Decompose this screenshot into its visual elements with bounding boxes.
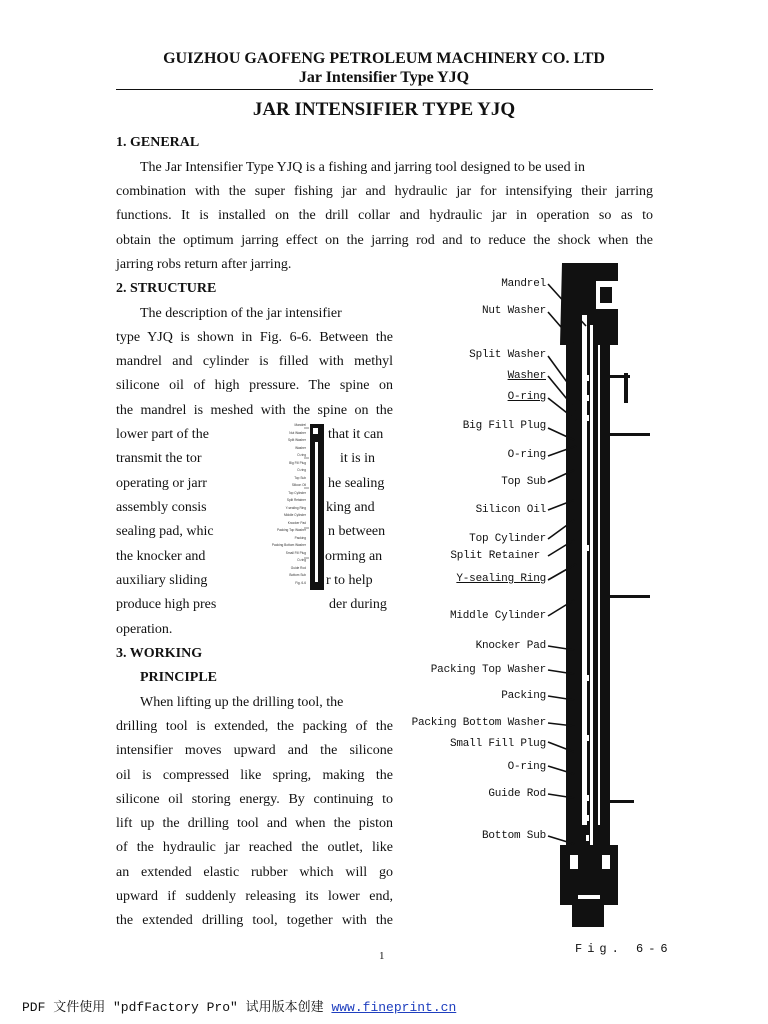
general-line: The Jar Intensifier Type YJQ is a fishing and jarring tool designed to be used in (140, 160, 585, 175)
working-line: silicone oil storing energy. By continuing to (116, 792, 393, 807)
section-working-heading-cont: PRINCIPLE (140, 670, 218, 685)
thumb-label: Packing (294, 535, 306, 540)
thumb-label: Top Sub (294, 475, 306, 480)
label-packing-bottom-washer: Packing Bottom Washer (411, 717, 546, 729)
working-line: the extended drilling tool, together with the (116, 913, 393, 928)
structure-line: type YJQ is shown in Fig. 6-6. Between the (116, 330, 393, 345)
label-small-fill-plug: Small Fill Plug (449, 738, 546, 750)
label-split-retainer: Split Retainer (450, 550, 540, 562)
working-line: lift up the drilling tool and when the piston (116, 816, 393, 831)
thumb-label: Packing Bottom Washer (271, 543, 306, 547)
working-line: oil is compressed like spring, making the (116, 768, 393, 783)
working-line: of the hydraulic jar reached the outlet, like (116, 840, 393, 855)
thumb-label: Fig. 6-6 (295, 580, 306, 585)
thumb-label: Washer (295, 445, 306, 450)
thumb-label: Middle Cylinder (284, 513, 306, 517)
label-knocker-pad: Knocker Pad (475, 640, 546, 652)
label-o-ring-2: O-ring (507, 449, 546, 461)
structure-line: silicone oil of high pressure. The spine on (116, 378, 393, 393)
structure-line-left: auxiliary sliding (116, 573, 208, 588)
structure-line-right: king and (326, 500, 375, 515)
label-middle-cylinder: Middle Cylinder (449, 610, 546, 622)
figure-caption: Fig. 6-6 (575, 942, 673, 956)
thumb-label: Big Fill Plug (289, 460, 306, 465)
structure-line: operation. (116, 622, 173, 637)
working-line: When lifting up the drilling tool, the (140, 695, 344, 710)
thumb-label: Silicon Oil (291, 483, 306, 487)
structure-line-left: transmit the tor (116, 451, 202, 466)
figure-leader-lines (540, 270, 610, 870)
general-line: obtain the optimum jarring effect on the jarring rod and to reduce the shock when the (116, 233, 653, 248)
working-line: upward if suddenly releasing its lower end, (116, 889, 393, 904)
thumb-label: O-ring (297, 468, 306, 472)
label-guide-rod: Guide Rod (488, 788, 546, 800)
footer-text: PDF 文件使用 "pdfFactory Pro" 试用版本创建 (22, 1000, 332, 1015)
label-split-washer: Split Washer (469, 349, 546, 361)
structure-line-right: der during (329, 597, 387, 612)
thumb-label: Mandrel (294, 423, 306, 427)
page-number: 1 (379, 950, 385, 962)
thumb-label: O-ring (297, 453, 306, 457)
thumb-label: Bottom Sub (289, 573, 306, 577)
label-packing: Packing (501, 690, 546, 702)
working-line: drilling tool is extended, the packing of the (116, 719, 393, 734)
structure-line-right: that it can (328, 427, 384, 442)
label-o-ring-3: O-ring (507, 761, 546, 773)
structure-line-right: he sealing (328, 476, 385, 491)
page-title: JAR INTENSIFIER TYPE YJQ (252, 99, 516, 120)
thumbnail-labels (264, 422, 306, 587)
section-general-heading: 1. GENERAL (116, 135, 200, 150)
structure-line-left: lower part of the (116, 427, 209, 442)
section-structure-heading: 2. STRUCTURE (116, 281, 217, 296)
structure-line: mandrel and cylinder is filled with methyl (116, 354, 393, 369)
structure-line-right: r to help (326, 573, 373, 588)
thumb-label: Split Washer (288, 438, 306, 442)
structure-line-left: produce high pres (116, 597, 217, 612)
structure-line: The description of the jar intensifier (140, 306, 342, 321)
structure-line-right: it is in (340, 451, 376, 466)
thumb-label: Nut Washer (289, 430, 306, 435)
label-packing-top-washer: Packing Top Washer (430, 664, 546, 676)
thumb-label: Split Retainer (286, 498, 306, 502)
general-line: combination with the super fishing jar and hydraulic jar for intensifying their jarring (116, 184, 653, 199)
thumb-label: Guide Rod (290, 565, 306, 570)
structure-line-right: orming an (325, 549, 383, 564)
general-line: jarring robs return after jarring. (116, 257, 292, 272)
structure-line-left: operating or jarr (116, 476, 207, 491)
structure-line: the mandrel is meshed with the spine on the (116, 403, 393, 418)
general-line: functions. It is installed on the drill collar and hydraulic jar in operation so as to (116, 208, 653, 223)
thumb-label: Y-sealing Ring (285, 505, 306, 510)
structure-line-left: sealing pad, whic (116, 524, 214, 539)
structure-line-right: n between (328, 524, 386, 539)
thumb-label: Small Fill Plug (285, 550, 306, 555)
label-o-ring-1: O-ring (507, 391, 546, 403)
label-washer: Washer (507, 370, 546, 382)
working-line: intensifier moves upward and the silicone (116, 743, 393, 758)
thumb-label: Packing Top Washer (276, 528, 306, 532)
structure-line-left: the knocker and (116, 549, 206, 564)
label-top-cylinder: Top Cylinder (469, 533, 546, 545)
label-big-fill-plug: Big Fill Plug (462, 420, 546, 432)
label-nut-washer: Nut Washer (481, 305, 546, 317)
section-working-heading: 3. WORKING (116, 646, 203, 661)
label-silicon-oil: Silicon Oil (475, 504, 546, 516)
structure-line-left: assembly consis (116, 500, 207, 515)
thumb-label: Knocker Pad (287, 520, 306, 525)
company-name: GUIZHOU GAOFENG PETROLEUM MACHINERY CO. LTD (163, 50, 605, 67)
label-top-sub: Top Sub (501, 476, 546, 488)
working-line: an extended elastic rubber which will go (116, 865, 393, 880)
document-subtitle: Jar Intensifier Type YJQ (298, 69, 470, 86)
label-mandrel: Mandrel (501, 278, 546, 290)
label-bottom-sub: Bottom Sub (481, 830, 546, 842)
header-rule (116, 89, 653, 90)
footer-link[interactable]: www.fineprint.cn (331, 1000, 457, 1015)
label-y-sealing-ring: Y-sealing Ring (456, 573, 546, 585)
pdf-footer (22, 996, 456, 1015)
thumb-label: O-ring (297, 558, 306, 562)
thumbnail-figure (224, 418, 324, 613)
thumb-label: Top Cylinder (288, 490, 306, 495)
